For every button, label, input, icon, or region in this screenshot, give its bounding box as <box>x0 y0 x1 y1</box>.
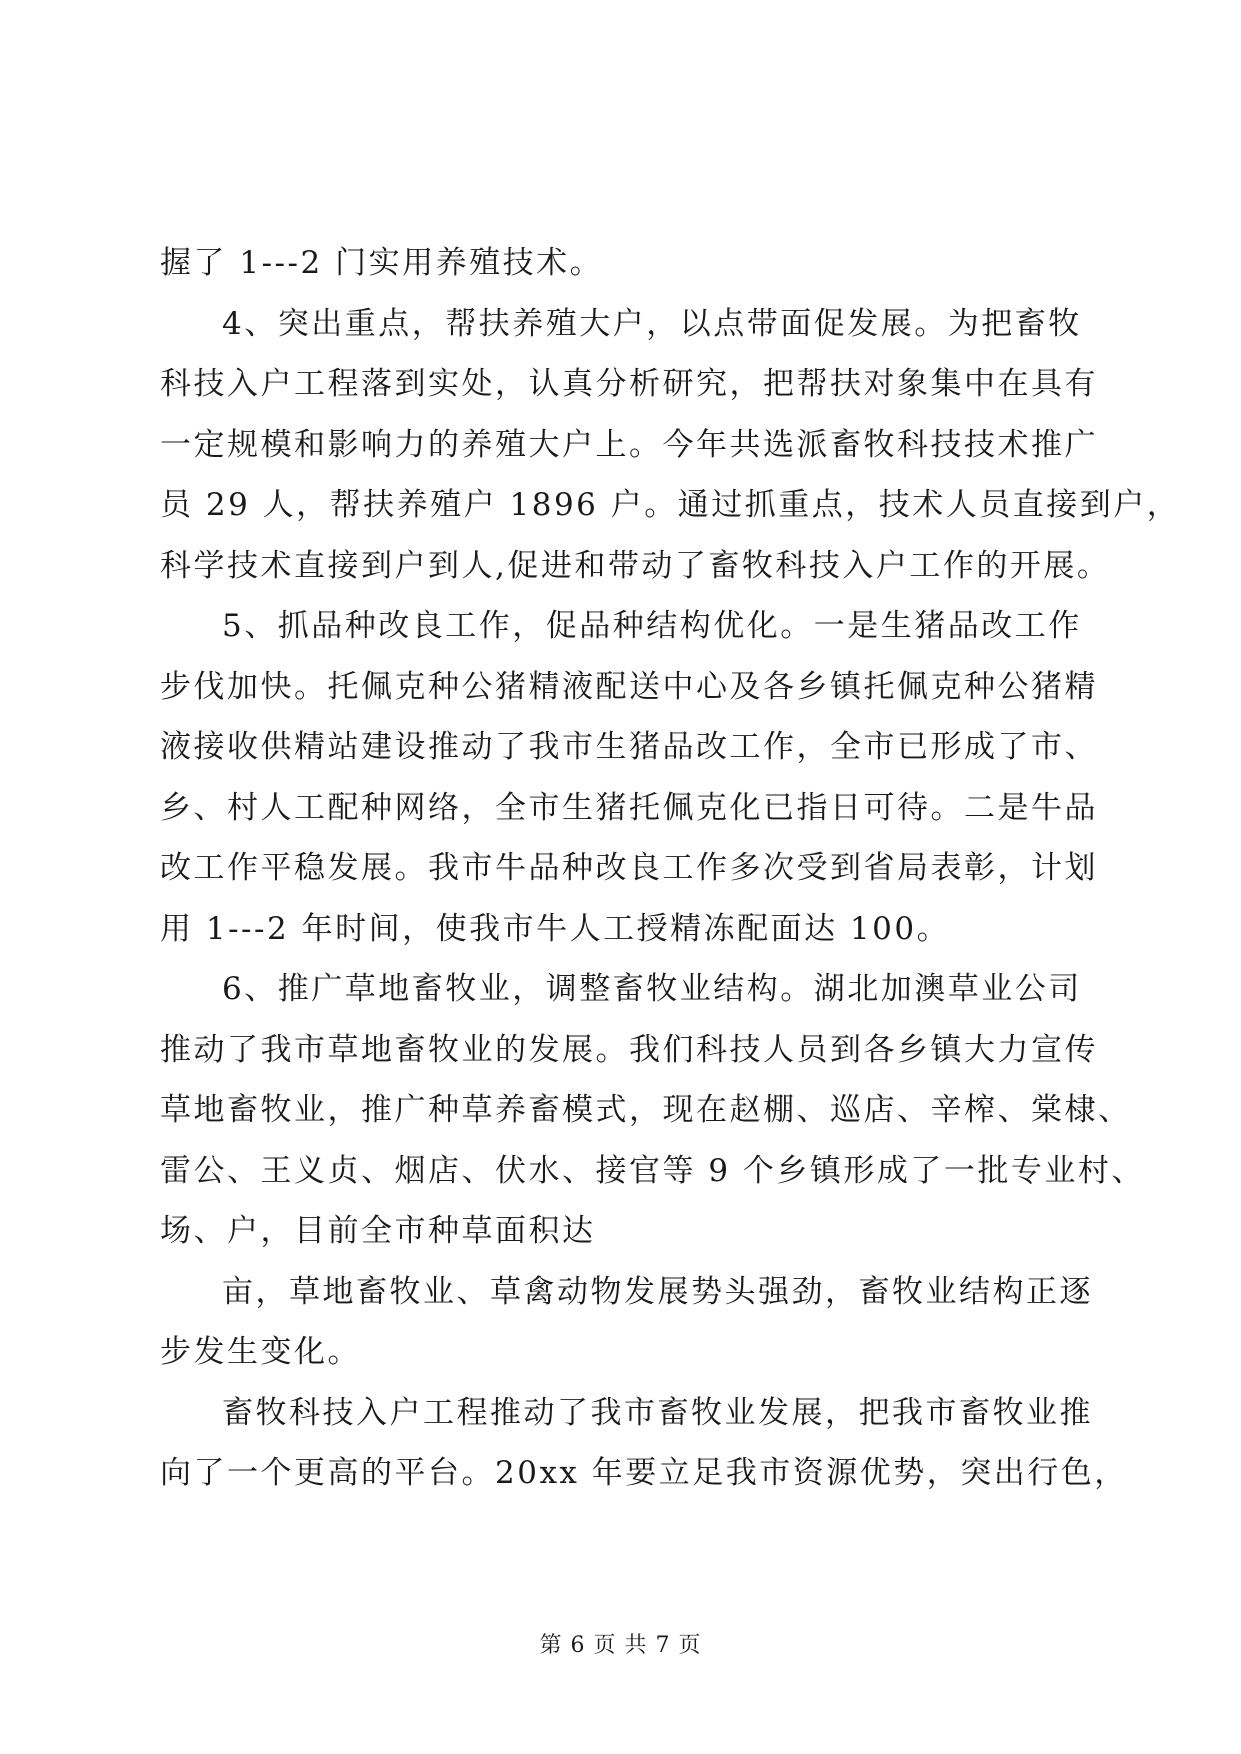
text-line: 向了一个更高的平台。20xx 年要立足我市资源优势，突出行色， <box>160 1455 1128 1491</box>
text-line: 改工作平稳发展。我市牛品种改良工作多次受到省局表彰，计划 <box>160 850 1098 886</box>
text-line: 一定规模和影响力的养殖大户上。今年共选派畜牧科技技术推广 <box>160 426 1098 463</box>
text-line: 畜牧科技入户工程推动了我市畜牧业发展，把我市畜牧业推 <box>222 1394 1093 1431</box>
text-line: 5、抓品种改良工作，促品种结构优化。一是生猪品改工作 <box>222 608 1082 644</box>
text-line: 液接收供精站建设推动了我市生猪品改工作，全市已形成了市、 <box>160 729 1098 765</box>
text-line: 6、推广草地畜牧业，调整畜牧业结构。湖北加澳草业公司 <box>222 971 1082 1007</box>
text-line: 雷公、王义贞、烟店、伏水、接官等 9 个乡镇形成了一批专业村、 <box>160 1152 1145 1189</box>
text-line: 步伐加快。托佩克种公猪精液配送中心及各乡镇托佩克种公猪精 <box>160 668 1098 705</box>
text-line: 握了 1---2 门实用养殖技术。 <box>160 245 604 281</box>
body-text <box>160 233 1181 1504</box>
text-line: 用 1---2 年时间，使我市牛人工授精冻配面达 100。 <box>160 910 951 947</box>
text-line: 草地畜牧业，推广种草养畜模式，现在赵棚、巡店、辛榨、棠棣、 <box>160 1092 1132 1128</box>
text-line: 员 29 人，帮扶养殖户 1896 户。通过抓重点，技术人员直接到户， <box>160 487 1181 523</box>
text-line: 科学技术直接到户到人,促进和带动了畜牧科技入户工作的开展。 <box>160 547 1111 584</box>
text-line: 乡、村人工配种网络，全市生猪托佩克化已指日可待。二是牛品 <box>160 789 1098 826</box>
text-line: 亩，草地畜牧业、草禽动物发展势头强劲，畜牧业结构正逐 <box>222 1273 1093 1310</box>
text-line: 步发生变化。 <box>160 1334 361 1370</box>
page-number-footer: 第 6 页 共 7 页 <box>539 1633 702 1658</box>
text-line: 4、突出重点，帮扶养殖大户，以点带面促发展。为把畜牧 <box>222 305 1082 342</box>
text-line: 推动了我市草地畜牧业的发展。我们科技人员到各乡镇大力宣传 <box>160 1031 1098 1068</box>
text-line: 场、户，目前全市种草面积达 <box>160 1213 596 1249</box>
text-line: 科技入户工程落到实处，认真分析研究，把帮扶对象集中在具有 <box>160 366 1098 402</box>
